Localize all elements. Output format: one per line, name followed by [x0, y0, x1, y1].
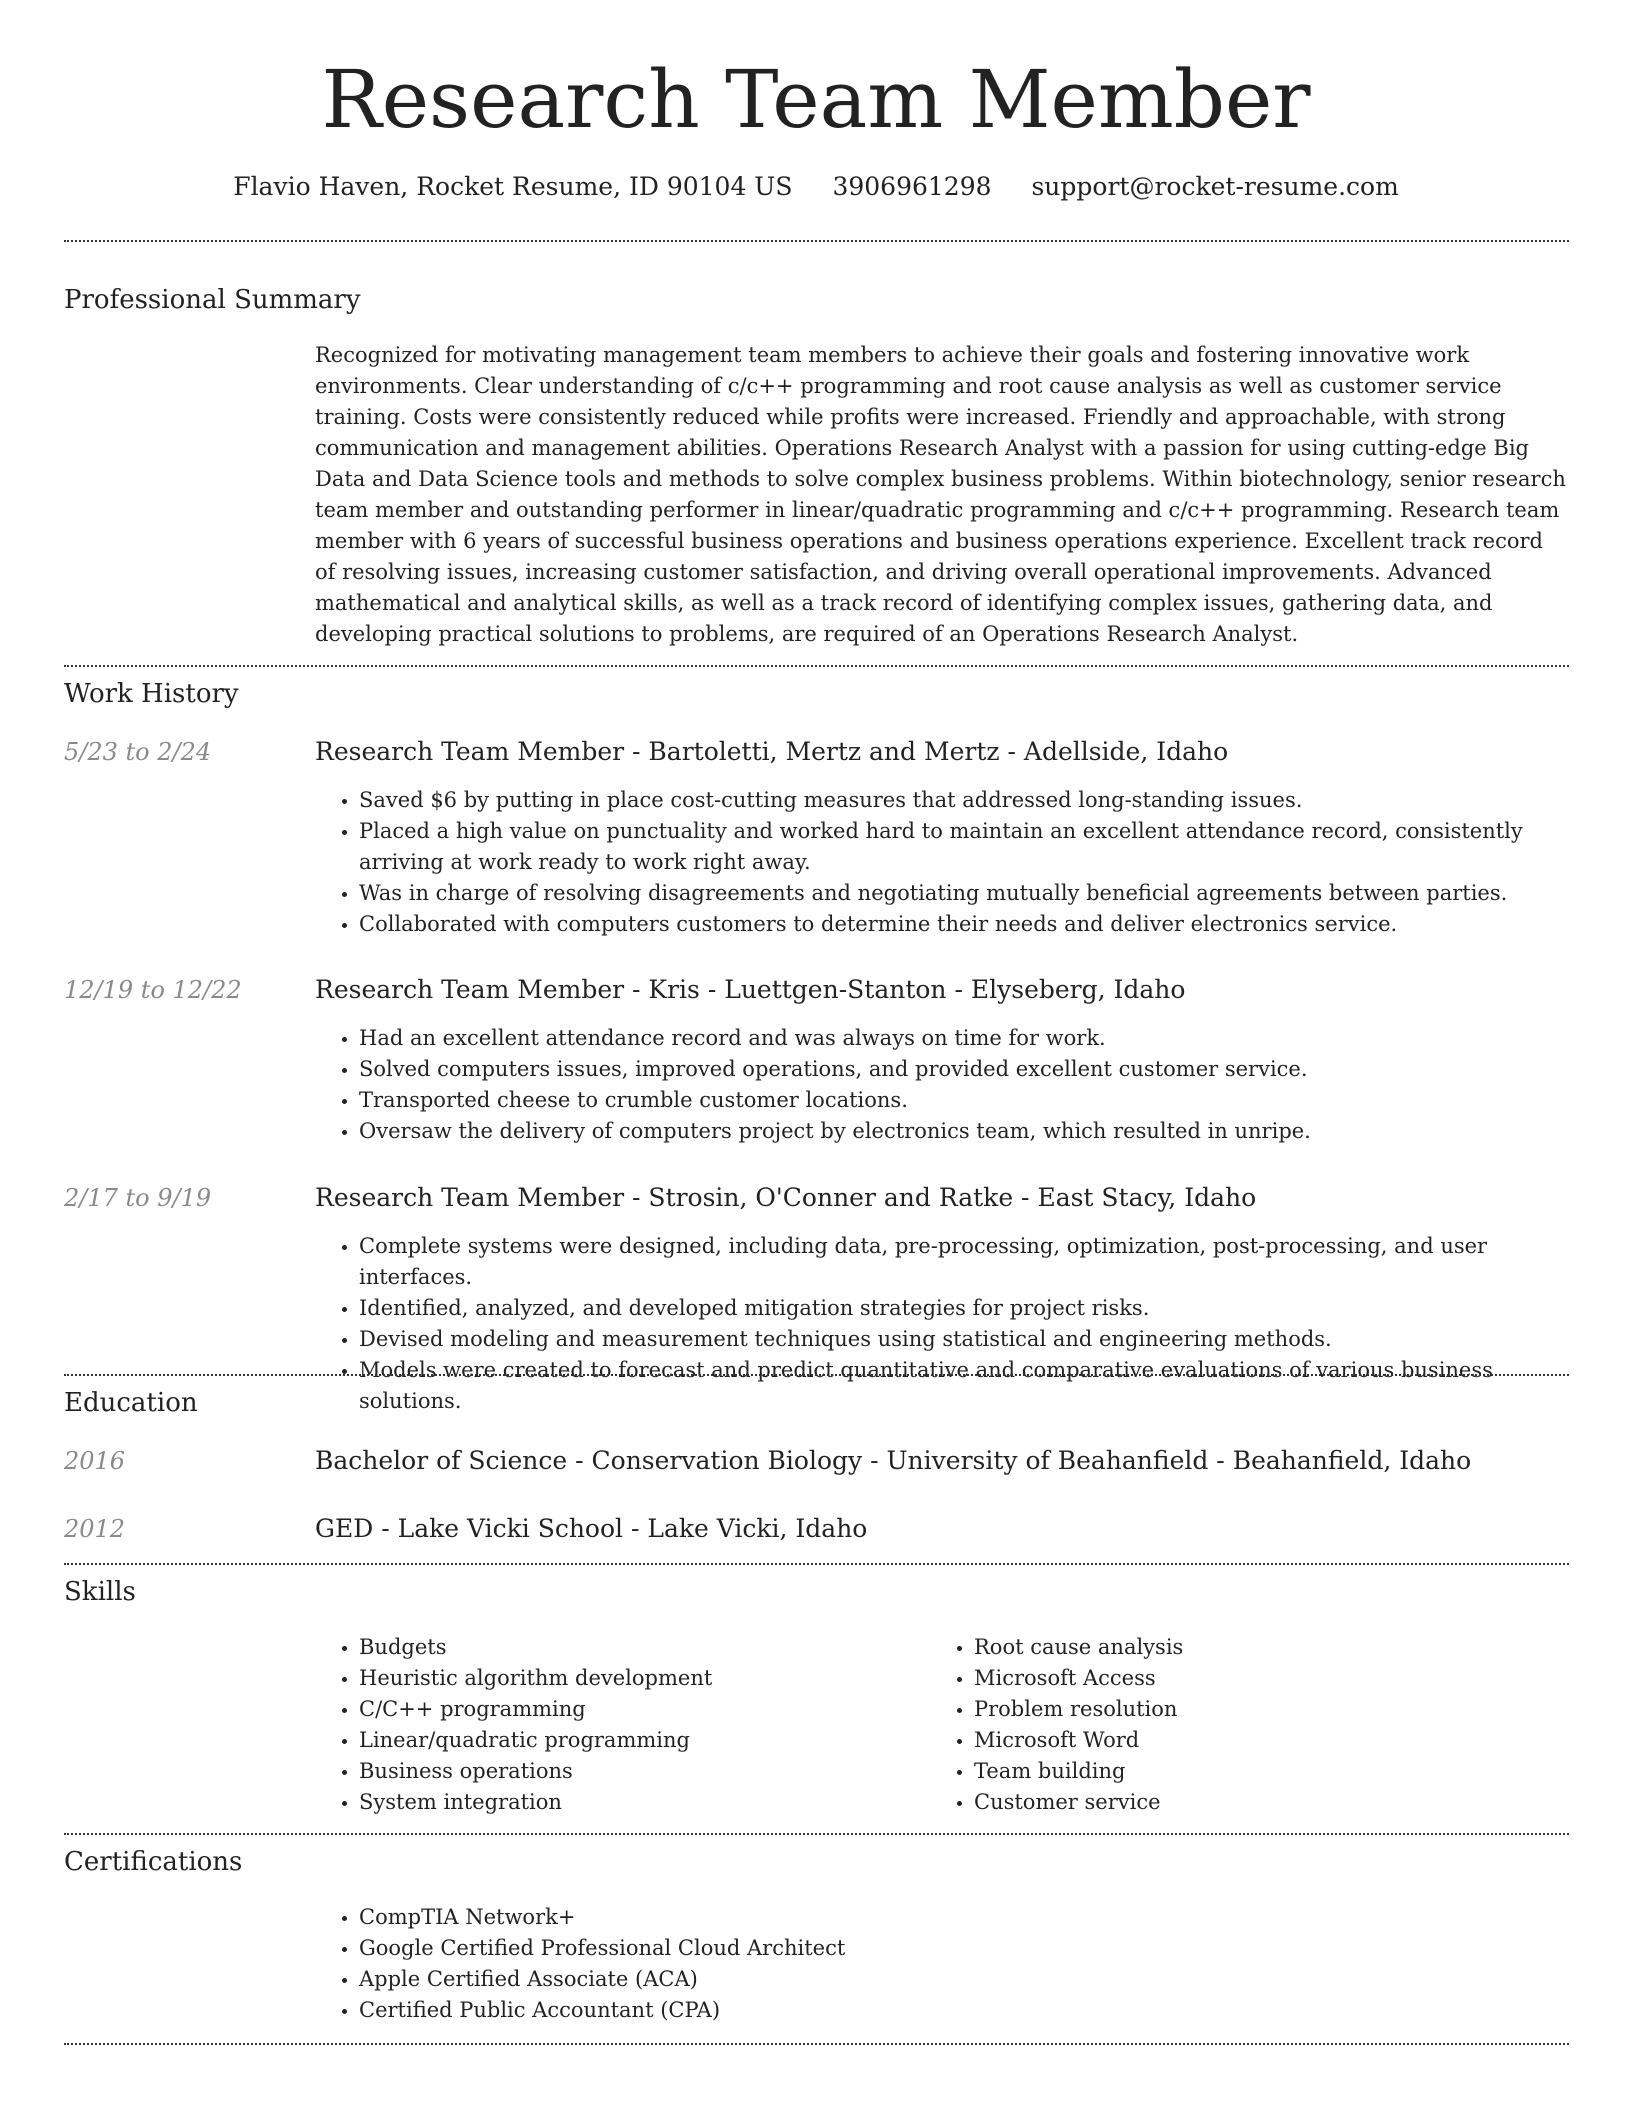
job-title: Research Team Member - Kris - Luettgen-Stanton - Elyseberg, Idaho: [315, 975, 1186, 1004]
job-bullet: • Saved $6 by putting in place cost-cutting measures that addressed long-standing issues.: [359, 785, 1567, 816]
contact-phone: 3906961298: [832, 172, 992, 201]
skill-item: • System integration: [359, 1787, 925, 1818]
job-bullet: • Placed a high value on punctuality and worked hard to maintain an excellent attendance record, consistently arriving at work ready to work right away.: [359, 816, 1567, 878]
job-title: Research Team Member - Strosin, O'Conner and Ratke - East Stacy, Idaho: [315, 1183, 1257, 1212]
job-bullets: [315, 1231, 1567, 1417]
certification-item: • Certified Public Accountant (CPA): [359, 1995, 1567, 2026]
job-bullet: • Transported cheese to crumble customer locations.: [359, 1085, 1567, 1116]
contact-line: [0, 170, 1632, 204]
skill-item: • Root cause analysis: [974, 1632, 1550, 1663]
section-title-work-history: Work History: [64, 679, 239, 709]
job-bullet: • Identified, analyzed, and developed mitigation strategies for project risks.: [359, 1293, 1567, 1324]
certification-item: • Apple Certified Associate (ACA): [359, 1964, 1567, 1995]
contact-email: support@rocket-resume.com: [1031, 172, 1399, 201]
divider: [64, 1374, 1569, 1376]
job-bullet: • Oversaw the delivery of computers project by electronics team, which resulted in unripe.: [359, 1116, 1567, 1147]
skills-list-right: [930, 1632, 1550, 1818]
job-bullets: [315, 1023, 1567, 1147]
section-title-summary: Professional Summary: [64, 285, 361, 315]
skill-item: • C/C++ programming: [359, 1694, 925, 1725]
skill-item: • Microsoft Access: [974, 1663, 1550, 1694]
job-bullet: • Devised modeling and measurement techniques using statistical and engineering methods.: [359, 1324, 1567, 1355]
education-entry: Bachelor of Science - Conservation Biology - University of Beahanfield - Beahanfield, Idaho: [315, 1446, 1472, 1475]
skill-item: • Linear/quadratic programming: [359, 1725, 925, 1756]
skill-item: • Team building: [974, 1756, 1550, 1787]
job-title: Research Team Member - Bartoletti, Mertz and Mertz - Adellside, Idaho: [315, 737, 1229, 766]
job-dates: 5/23 to 2/24: [64, 738, 212, 766]
skill-item: • Problem resolution: [974, 1694, 1550, 1725]
skill-item: • Microsoft Word: [974, 1725, 1550, 1756]
divider: [64, 665, 1569, 667]
skill-item: • Business operations: [359, 1756, 925, 1787]
education-entry: GED - Lake Vicki School - Lake Vicki, Idaho: [315, 1514, 868, 1543]
education-year: 2012: [64, 1515, 126, 1543]
skills-list-left: [315, 1632, 925, 1818]
job-dates: 12/19 to 12/22: [64, 976, 242, 1004]
skill-item: • Customer service: [974, 1787, 1550, 1818]
divider: [64, 240, 1569, 242]
education-year: 2016: [64, 1447, 126, 1475]
job-bullet: • Collaborated with computers customers to determine their needs and deliver electronics service.: [359, 909, 1567, 940]
divider: [64, 1833, 1569, 1835]
section-title-certifications: Certifications: [64, 1847, 243, 1877]
resume-title: Research Team Member: [321, 53, 1311, 146]
job-dates: 2/17 to 9/19: [64, 1184, 212, 1212]
section-title-education: Education: [64, 1388, 198, 1418]
skill-item: • Heuristic algorithm development: [359, 1663, 925, 1694]
divider: [64, 2043, 1569, 2045]
job-bullet: • Was in charge of resolving disagreements and negotiating mutually beneficial agreements between parties.: [359, 878, 1567, 909]
job-bullets: [315, 785, 1567, 940]
certification-item: • Google Certified Professional Cloud Architect: [359, 1933, 1567, 1964]
job-bullet: • Had an excellent attendance record and was always on time for work.: [359, 1023, 1567, 1054]
certification-item: • CompTIA Network+: [359, 1902, 1567, 1933]
section-title-skills: Skills: [64, 1577, 136, 1607]
job-bullet: • Complete systems were designed, including data, pre-processing, optimization, post-processing, and user interfaces.: [359, 1231, 1567, 1293]
job-bullet: • Solved computers issues, improved operations, and provided excellent customer service.: [359, 1054, 1567, 1085]
contact-address: Flavio Haven, Rocket Resume, ID 90104 US: [233, 172, 793, 201]
skill-item: • Budgets: [359, 1632, 925, 1663]
job-bullet: • Models were created to forecast and predict quantitative and comparative evaluations of various business solutions.: [359, 1355, 1567, 1417]
divider: [64, 1563, 1569, 1565]
summary-text: Recognized for motivating management team members to achieve their goals and fostering innovative work environments. Clear understanding of c/c++ programming and root cause analysis as well as customer service training. Costs were consistently reduced while profits were increased. Friendly and approachable, with strong communication and management abilities. Operations Research Analyst with a passion for using cutting-edge Big Data and Data Science tools and methods to solve complex business problems. Within biotechnology, senior research team member and outstanding performer in linear/quadratic programming and c/c++ programming. Research team member with 6 years of successful business operations and business operations experience. Excellent track record of resolving issues, increasing customer satisfaction, and driving overall operational improvements. Advanced mathematical and analytical skills, as well as a track record of identifying complex issues, gathering data, and developing practical solutions to problems, are required of an Operations Research Analyst.: [315, 343, 1566, 646]
certifications-list: [315, 1902, 1567, 2026]
